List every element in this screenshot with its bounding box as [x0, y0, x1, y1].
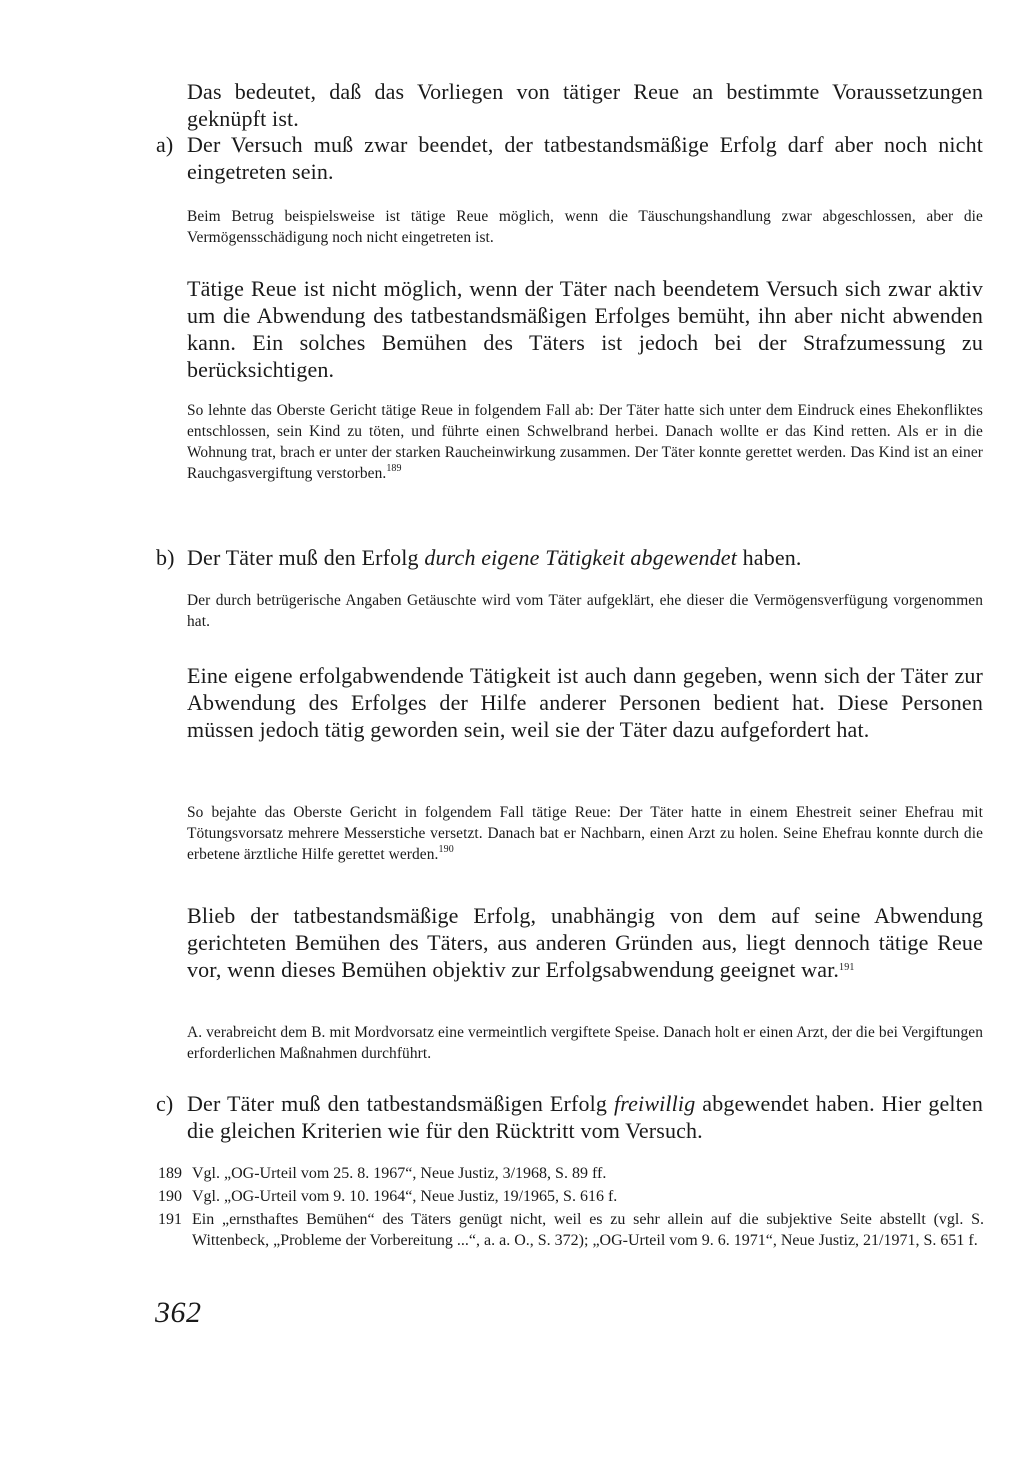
list-item-b-label: b) — [156, 545, 175, 570]
list-item-c-text-post: abgewendet haben. Hier gelten die gleichen Kriterien wie für den Rücktritt vom Versuch. — [187, 1091, 983, 1143]
list-item-c — [156, 1090, 983, 1146]
list-item-b-emphasis: durch eigene Tätigkeit abgewendet — [424, 545, 737, 570]
example-mordvorsatz: A. verabreicht dem B. mit Mordvorsatz eine vermeintlich vergiftete Speise. Danach holt er einen Arzt, der die bei Vergiftungen erforderlichen Maßnahmen durchführt. — [187, 1024, 983, 1062]
footnote-189 — [158, 1163, 984, 1184]
footnote-190 — [158, 1186, 984, 1207]
footnote-text: Ein „ernsthaftes Bemühen“ des Täters genügt nicht, weil es zu sehr allein auf die subjektive Seite abstellt (vgl. S. Wittenbeck, „Probleme der Vorbereitung ...“, a. a. O., S. 372); „OG-Urteil vom 9. 6. 1971“, Neue Justiz, 21/1971, S. 651 f. — [192, 1211, 984, 1249]
footnote-ref-189: 189 — [386, 463, 402, 474]
list-item-b-text-post: haben. — [737, 545, 802, 570]
list-item-b-text — [187, 544, 983, 571]
footnote-number: 190 — [158, 1188, 182, 1205]
page-number: 362 — [155, 1296, 202, 1329]
footnote-text: Vgl. „OG-Urteil vom 9. 10. 1964“, Neue Justiz, 19/1965, S. 616 f. — [192, 1188, 618, 1205]
paragraph-intro: Das bedeutet, daß das Vorliegen von tätiger Reue an bestimmte Voraussetzungen geknüpft ist. — [187, 79, 983, 131]
footnote-text: Vgl. „OG-Urteil vom 25. 8. 1967“, Neue Justiz, 3/1968, S. 89 ff. — [192, 1165, 607, 1182]
example-betrug: Beim Betrug beispielsweise ist tätige Reue möglich, wenn die Täuschungshandlung zwar abgeschlossen, aber die Vermögensschädigung noch nicht eingetreten ist. — [187, 208, 983, 246]
footnote-ref-191: 191 — [839, 962, 855, 973]
list-item-a-text: Der Versuch muß zwar beendet, der tatbestandsmäßige Erfolg darf aber noch nicht eingetreten sein. — [187, 132, 983, 184]
list-item-c-text — [187, 1090, 983, 1144]
example-og-ablehnung-text: So lehnte das Oberste Gericht tätige Reue in folgendem Fall ab: Der Täter hatte sich unter dem Eindruck eines Ehekonfliktes entschlossen, sein Kind zu töten, und führte einen Schwelbrand herbei. Danach wollte er das Kind retten. Als er in die Wohnung trat, brach er unter der starken Raucheinwirkung zusammen. Der Täter konnte gerettet werden. Das Kind ist an einer Rauchgasvergiftung verstorben. — [187, 402, 983, 482]
paragraph-erfolg-ausgeblieben — [187, 902, 983, 983]
list-item-c-label: c) — [156, 1091, 174, 1116]
list-item-a-label: a) — [156, 132, 174, 157]
footnote-number: 191 — [158, 1211, 182, 1228]
list-item-c-emphasis: freiwillig — [613, 1091, 696, 1116]
paragraph-erfolg-ausgeblieben-text: Blieb der tatbestandsmäßige Erfolg, unabhängig von dem auf seine Abwendung gerichteten Bemühen des Täters, aus anderen Gründen aus, liegt dennoch tätige Reue vor, wenn dieses Bemühen objektiv zur Erfolgsabwendung geeignet war. — [187, 903, 983, 982]
footnote-number: 189 — [158, 1165, 182, 1182]
example-og-bejahung — [187, 802, 983, 865]
paragraph-no-reue: Tätige Reue ist nicht möglich, wenn der Täter nach beendetem Versuch sich zwar aktiv um die Abwendung des tatbestandsmäßigen Erfolges bemüht, ihn aber nicht abwenden kann. Ein solches Bemühen des Täters ist jedoch bei der Strafzumessung zu berücksichtigen. — [187, 276, 983, 382]
paragraph-hilfe-anderer: Eine eigene erfolgabwendende Tätigkeit ist auch dann gegeben, wenn sich der Täter zur Abwendung des Erfolges der Hilfe anderer Personen bedient hat. Diese Personen müssen jedoch tätig geworden sein, weil sie der Täter dazu aufgefordert hat. — [187, 663, 983, 742]
footnote-ref-190: 190 — [438, 844, 454, 855]
example-og-ablehnung — [187, 400, 983, 484]
list-item-b — [156, 544, 983, 572]
footnote-191 — [158, 1209, 984, 1273]
example-betrug-aufklaerung: Der durch betrügerische Angaben Getäuschte wird vom Täter aufgeklärt, ehe dieser die Vermögensverfügung vorgenommen hat. — [187, 592, 983, 630]
example-og-bejahung-text: So bejahte das Oberste Gericht in folgendem Fall tätige Reue: Der Täter hatte in einem Ehestreit seiner Ehefrau mit Tötungsvorsatz mehrere Messerstiche versetzt. Danach bat er Nachbarn, einen Arzt zu holen. Seine Ehefrau konnte durch die erbetene ärztliche Hilfe gerettet werden. — [187, 804, 983, 863]
list-item-b-text-pre: Der Täter muß den Erfolg — [187, 545, 425, 570]
list-item-a — [156, 131, 983, 187]
list-item-c-text-pre: Der Täter muß den tatbestandsmäßigen Erfolg — [187, 1091, 614, 1116]
